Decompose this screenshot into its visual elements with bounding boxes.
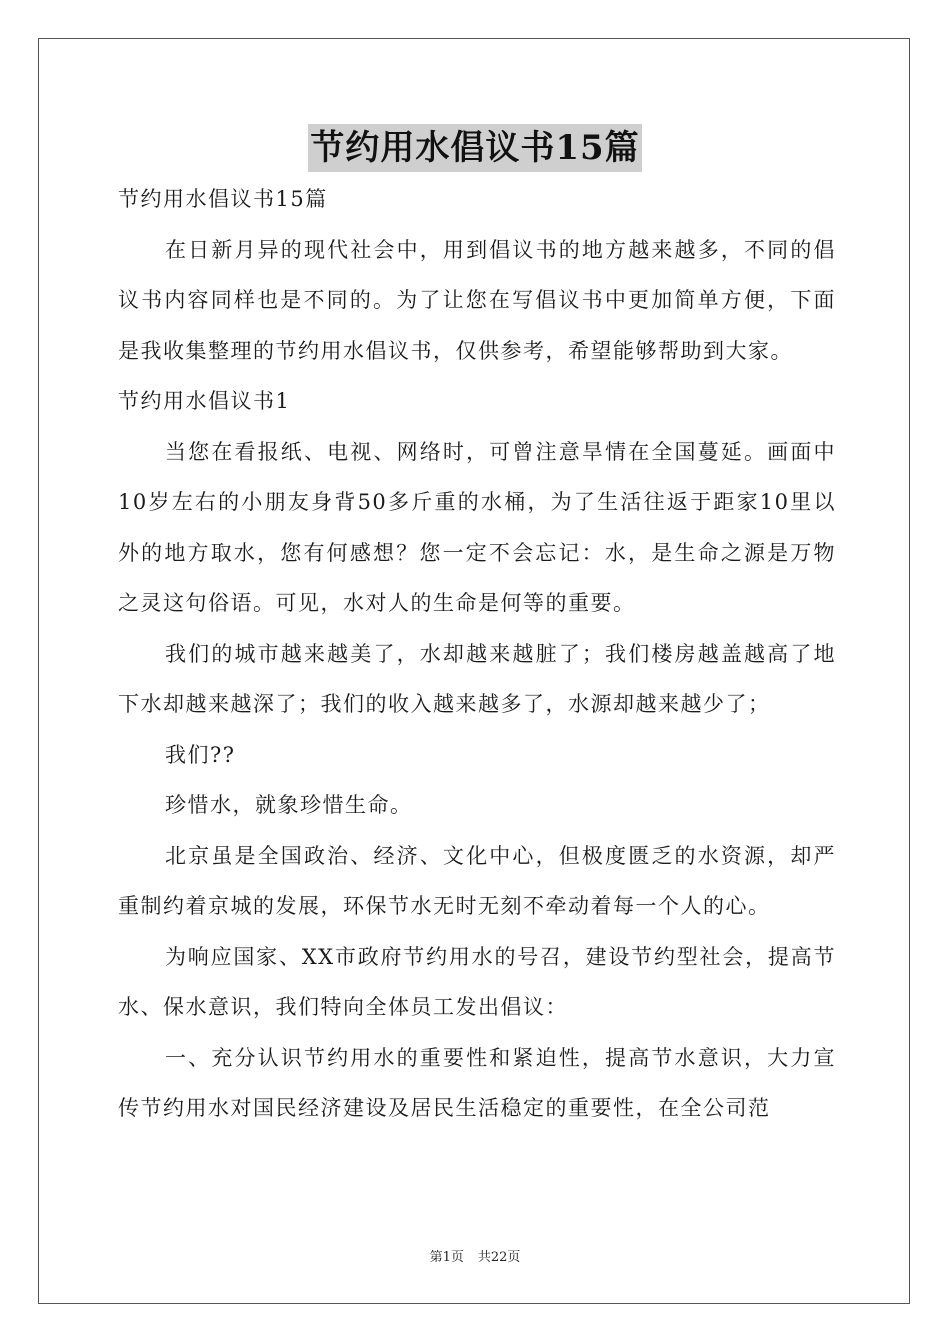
paragraph: 北京虽是全国政治、经济、文化中心，但极度匮乏的水资源，却严重制约着京城的发展，环保节水无时无刻不牵动着每一个人的心。 <box>118 843 836 918</box>
title-container <box>0 124 950 172</box>
paragraph: 节约用水倡议书15篇 <box>118 187 328 211</box>
paragraph: 在日新月异的现代社会中，用到倡议书的地方越来越多，不同的倡议书内容同样也是不同的。为了让您在写倡议书中更加简单方便，下面是我收集整理的节约用水倡议书，仅供参考，希望能够帮助到大家。 <box>118 237 836 363</box>
page-total: 共22页 <box>477 1250 521 1265</box>
paragraph: 一、充分认识节约用水的重要性和紧迫性，提高节水意识，大力宣传节约用水对国民经济建设及居民生活稳定的重要性，在全公司范 <box>118 1045 836 1120</box>
page-number: 第1页 <box>429 1250 464 1265</box>
document-title: 节约用水倡议书15篇 <box>308 124 641 172</box>
paragraph: 当您在看报纸、电视、网络时，可曾注意旱情在全国蔓延。画面中10岁左右的小朋友身背50多斤重的水桶，为了生活往返于距家10里以外的地方取水，您有何感想？您一定不会忘记：水，是生命之源是万物之灵这句俗语。可见，水对人的生命是何等的重要。 <box>118 439 836 615</box>
paragraph: 我们的城市越来越美了，水却越来越脏了；我们楼房越盖越高了地下水却越来越深了；我们的收入越来越多了，水源却越来越少了； <box>118 641 836 716</box>
page-footer <box>0 1246 950 1265</box>
paragraph: 节约用水倡议书1 <box>118 389 291 413</box>
paragraph: 珍惜水，就象珍惜生命。 <box>165 793 413 817</box>
paragraph: 我们?? <box>165 742 236 767</box>
paragraph: 为响应国家、XX市政府节约用水的号召，建设节约型社会，提高节水、保水意识，我们特向全体员工发出倡议： <box>118 944 836 1019</box>
document-body <box>118 174 836 1134</box>
